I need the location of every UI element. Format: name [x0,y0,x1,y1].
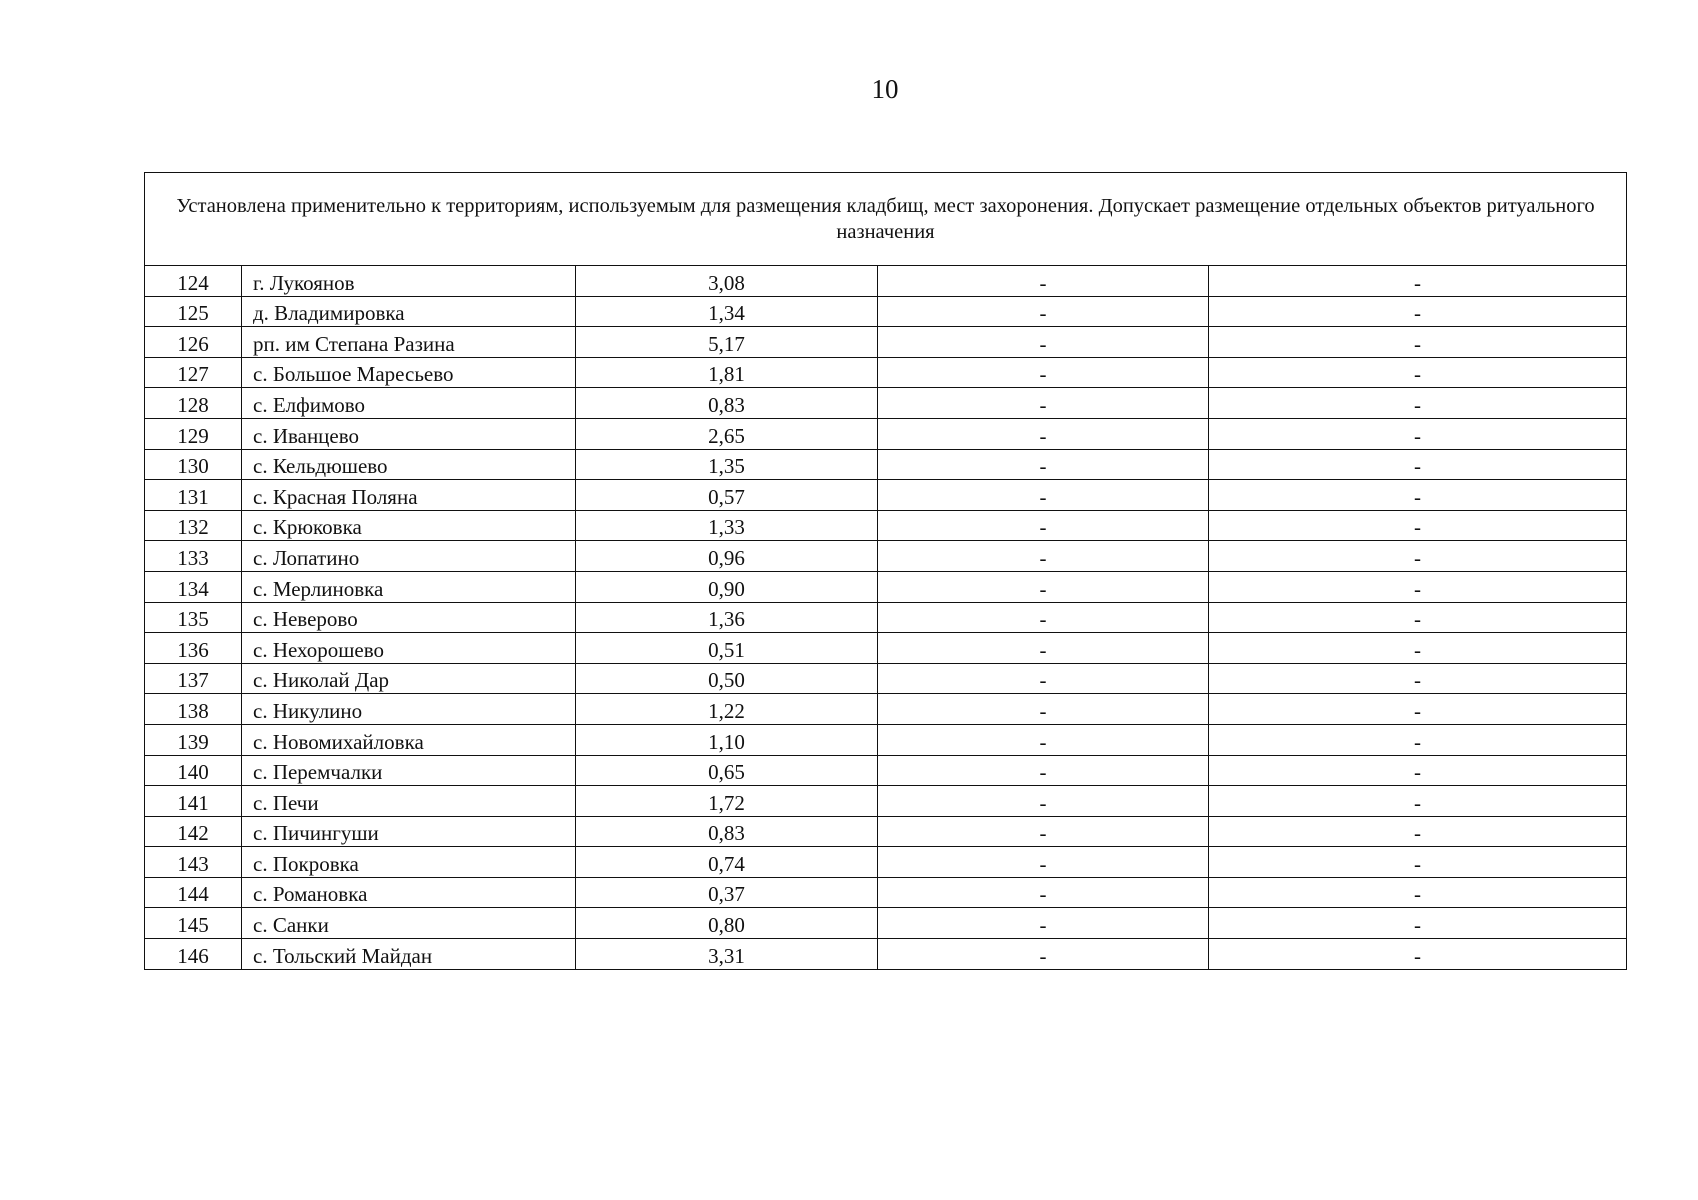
column-4-cell: - [878,327,1209,358]
column-4-cell: - [878,296,1209,327]
row-number-cell: 139 [145,724,242,755]
row-number-cell: 127 [145,357,242,388]
column-4-cell: - [878,571,1209,602]
row-number-cell: 133 [145,541,242,572]
area-value-cell: 0,37 [576,877,878,908]
table-row [145,541,1627,572]
table-row [145,786,1627,817]
column-5-cell: - [1209,418,1627,449]
column-5-cell: - [1209,357,1627,388]
row-number-cell: 146 [145,939,242,970]
row-number-cell: 141 [145,786,242,817]
column-4-cell: - [878,510,1209,541]
column-4-cell: - [878,663,1209,694]
area-value-cell: 1,34 [576,296,878,327]
settlement-name-cell: с. Иванцево [242,418,576,449]
area-value-cell: 1,72 [576,786,878,817]
settlement-name-cell: с. Романовка [242,877,576,908]
table-row [145,663,1627,694]
table-row [145,633,1627,664]
column-4-cell: - [878,939,1209,970]
settlement-name-cell: с. Печи [242,786,576,817]
row-number-cell: 142 [145,816,242,847]
area-value-cell: 2,65 [576,418,878,449]
table-row [145,510,1627,541]
row-number-cell: 132 [145,510,242,541]
column-5-cell: - [1209,816,1627,847]
row-number-cell: 138 [145,694,242,725]
column-4-cell: - [878,877,1209,908]
area-value-cell: 0,57 [576,480,878,511]
column-4-cell: - [878,847,1209,878]
settlement-name-cell: с. Лопатино [242,541,576,572]
table-row [145,816,1627,847]
table-body [145,173,1627,970]
column-5-cell: - [1209,266,1627,297]
row-number-cell: 140 [145,755,242,786]
table-row [145,694,1627,725]
column-4-cell: - [878,480,1209,511]
settlement-name-cell: с. Елфимово [242,388,576,419]
table-row [145,755,1627,786]
settlement-name-cell: с. Тольский Майдан [242,939,576,970]
table-row [145,480,1627,511]
area-value-cell: 0,83 [576,388,878,419]
area-value-cell: 0,74 [576,847,878,878]
column-5-cell: - [1209,786,1627,817]
settlement-name-cell: рп. им Степана Разина [242,327,576,358]
column-4-cell: - [878,541,1209,572]
column-4-cell: - [878,755,1209,786]
zone-description: Установлена применительно к территориям, используемым для размещения кладбищ, мест захоронения. Допускает размещение отдельных объектов ритуального назначения [145,173,1627,266]
row-number-cell: 143 [145,847,242,878]
column-5-cell: - [1209,541,1627,572]
table-row [145,847,1627,878]
column-5-cell: - [1209,939,1627,970]
table-row [145,571,1627,602]
settlement-name-cell: с. Нехорошево [242,633,576,664]
column-5-cell: - [1209,663,1627,694]
column-5-cell: - [1209,602,1627,633]
settlement-name-cell: с. Покровка [242,847,576,878]
settlement-name-cell: с. Николай Дар [242,663,576,694]
settlement-name-cell: с. Пичингуши [242,816,576,847]
column-5-cell: - [1209,510,1627,541]
column-4-cell: - [878,388,1209,419]
area-value-cell: 0,83 [576,816,878,847]
settlement-name-cell: с. Кельдюшево [242,449,576,480]
column-5-cell: - [1209,694,1627,725]
table-row [145,939,1627,970]
settlement-name-cell: с. Перемчалки [242,755,576,786]
area-value-cell: 0,51 [576,633,878,664]
area-value-cell: 5,17 [576,327,878,358]
row-number-cell: 137 [145,663,242,694]
area-value-cell: 3,08 [576,266,878,297]
area-value-cell: 0,65 [576,755,878,786]
column-5-cell: - [1209,847,1627,878]
settlement-name-cell: с. Мерлиновка [242,571,576,602]
column-5-cell: - [1209,724,1627,755]
column-5-cell: - [1209,388,1627,419]
settlement-name-cell: с. Красная Поляна [242,480,576,511]
table-row [145,388,1627,419]
table-row [145,602,1627,633]
area-value-cell: 0,96 [576,541,878,572]
table-row [145,296,1627,327]
area-value-cell: 0,80 [576,908,878,939]
column-4-cell: - [878,908,1209,939]
page-number: 10 [871,74,899,104]
row-number-cell: 130 [145,449,242,480]
settlement-name-cell: с. Крюковка [242,510,576,541]
settlement-name-cell: с. Новомихайловка [242,724,576,755]
zone-table [144,172,1627,970]
column-4-cell: - [878,418,1209,449]
column-5-cell: - [1209,480,1627,511]
area-value-cell: 0,50 [576,663,878,694]
row-number-cell: 124 [145,266,242,297]
column-5-cell: - [1209,449,1627,480]
table-row [145,418,1627,449]
column-4-cell: - [878,786,1209,817]
table-row [145,266,1627,297]
column-5-cell: - [1209,877,1627,908]
column-5-cell: - [1209,633,1627,664]
settlement-name-cell: с. Большое Маресьево [242,357,576,388]
table-row [145,327,1627,358]
settlement-name-cell: д. Владимировка [242,296,576,327]
column-4-cell: - [878,694,1209,725]
column-4-cell: - [878,357,1209,388]
column-4-cell: - [878,633,1209,664]
column-4-cell: - [878,266,1209,297]
column-5-cell: - [1209,908,1627,939]
row-number-cell: 136 [145,633,242,664]
area-value-cell: 1,10 [576,724,878,755]
table-row [145,357,1627,388]
table-row [145,724,1627,755]
row-number-cell: 135 [145,602,242,633]
area-value-cell: 1,81 [576,357,878,388]
column-5-cell: - [1209,327,1627,358]
column-4-cell: - [878,449,1209,480]
row-number-cell: 129 [145,418,242,449]
row-number-cell: 145 [145,908,242,939]
settlement-name-cell: с. Неверово [242,602,576,633]
area-value-cell: 1,22 [576,694,878,725]
table-row [145,449,1627,480]
row-number-cell: 134 [145,571,242,602]
area-value-cell: 0,90 [576,571,878,602]
column-4-cell: - [878,724,1209,755]
column-5-cell: - [1209,755,1627,786]
area-value-cell: 1,33 [576,510,878,541]
area-value-cell: 1,35 [576,449,878,480]
row-number-cell: 126 [145,327,242,358]
column-5-cell: - [1209,296,1627,327]
row-number-cell: 128 [145,388,242,419]
settlement-name-cell: с. Никулино [242,694,576,725]
settlement-name-cell: с. Санки [242,908,576,939]
table-row [145,877,1627,908]
row-number-cell: 131 [145,480,242,511]
table-header-row [145,173,1627,266]
column-4-cell: - [878,602,1209,633]
settlement-name-cell: г. Лукоянов [242,266,576,297]
row-number-cell: 125 [145,296,242,327]
area-value-cell: 3,31 [576,939,878,970]
area-value-cell: 1,36 [576,602,878,633]
row-number-cell: 144 [145,877,242,908]
column-4-cell: - [878,816,1209,847]
table-row [145,908,1627,939]
column-5-cell: - [1209,571,1627,602]
